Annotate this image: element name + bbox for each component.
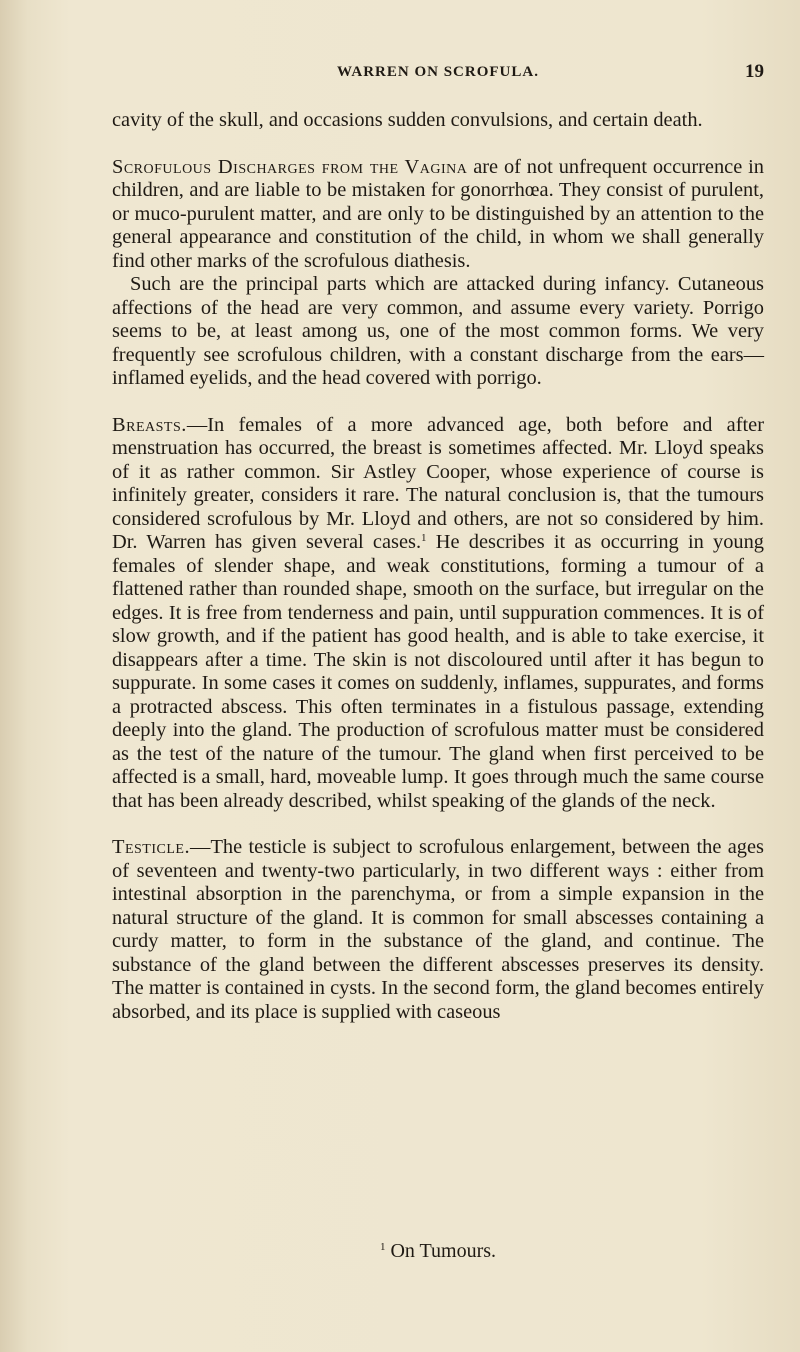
footnote-reference: 1 (421, 532, 427, 544)
section-heading: Breasts. (112, 413, 187, 436)
footnote-marker: 1 (379, 1241, 386, 1253)
paragraph-testicle (112, 836, 764, 1024)
section-heading: Testicle. (112, 836, 191, 858)
paragraph-text: —In females of a more advanced age, both before and after menstruation has occurred, the breast is sometimes affected. Mr. Lloyd speaks of it as rather common. Sir Astley Cooper, whose experience of course is infinitely greater, considers it rare. The natural conclusion is, that the tumours considered scrofulous by Mr. Lloyd and others, are not so considered by him. Dr. Warren has given several cases. (112, 413, 764, 553)
paragraph-vaginal-discharges (112, 156, 764, 274)
paragraph-continuation (112, 109, 764, 133)
footnote-text: On Tumours. (385, 1240, 497, 1262)
paragraph-breasts (112, 414, 764, 814)
footnote (112, 1240, 764, 1263)
paragraph-text: He describes it as occurring in young females of slender shape, and weak constitutions, forming a tumour of a flattened rather than rounded shape, smooth on the surface, but irregular on the edges. It is free from tenderness and pain, until suppuration commences. It is of slow growth, and if the patient has good health, and is able to take exercise, it disappears after a time. The skin is not discoloured until after it has begun to suppurate. In some cases it comes on suddenly, inflames, suppurates, and forms a protracted abscess. This often terminates in a fistulous passage, extending deeply into the gland. The production of scrofulous matter must be considered as the test of the nature of the tumour. The gland when first perceived to be affected is a small, hard, moveable lump. It goes through much the same course that has been already described, whilst speaking of the glands of the neck. (112, 531, 765, 812)
section-heading: Scrofulous Discharges from the Vagina (112, 155, 468, 178)
running-head: WARREN ON SCROFULA. (337, 64, 539, 80)
paragraph-text: cavity of the skull, and occasions sudden convulsions, and certain death. (112, 109, 703, 131)
paragraph-infancy (112, 273, 764, 391)
paragraph-text: are of not unfrequent occurrence in children, and are liable to be mistaken for gonorrhœa. They consist of purulent, or muco-purulent matter, and are only to be distinguished by an attention to the general appearance and constitution of the child, in whom we shall generally find other marks of the scrofulous diathesis. (112, 155, 764, 272)
page-number: 19 (745, 61, 764, 82)
page-header (112, 62, 764, 86)
paragraph-text: —The testicle is subject to scrofulous enlargement, between the ages of seventeen and twenty-two particularly, in two different ways : either from intestinal absorption in the parenchyma, or from a simple expansion in the natural structure of the gland. It is common for small abscesses containing a curdy matter, to form in the substance of the gland, and continue. The substance of the gland between the different abscesses preserves its density. The matter is contained in cysts. In the second form, the gland becomes entirely absorbed, and its place is supplied with caseous (112, 836, 764, 1023)
paragraph-text: Such are the principal parts which are attacked during infancy. Cutaneous affections of the head are very common, and assume every variety. Porrigo seems to be, at least among us, one of the most common forms. We very frequently see scrofulous children, with a constant discharge from the ears—inflamed eyelids, and the head covered with porrigo. (112, 273, 764, 389)
body-text (112, 109, 764, 1024)
